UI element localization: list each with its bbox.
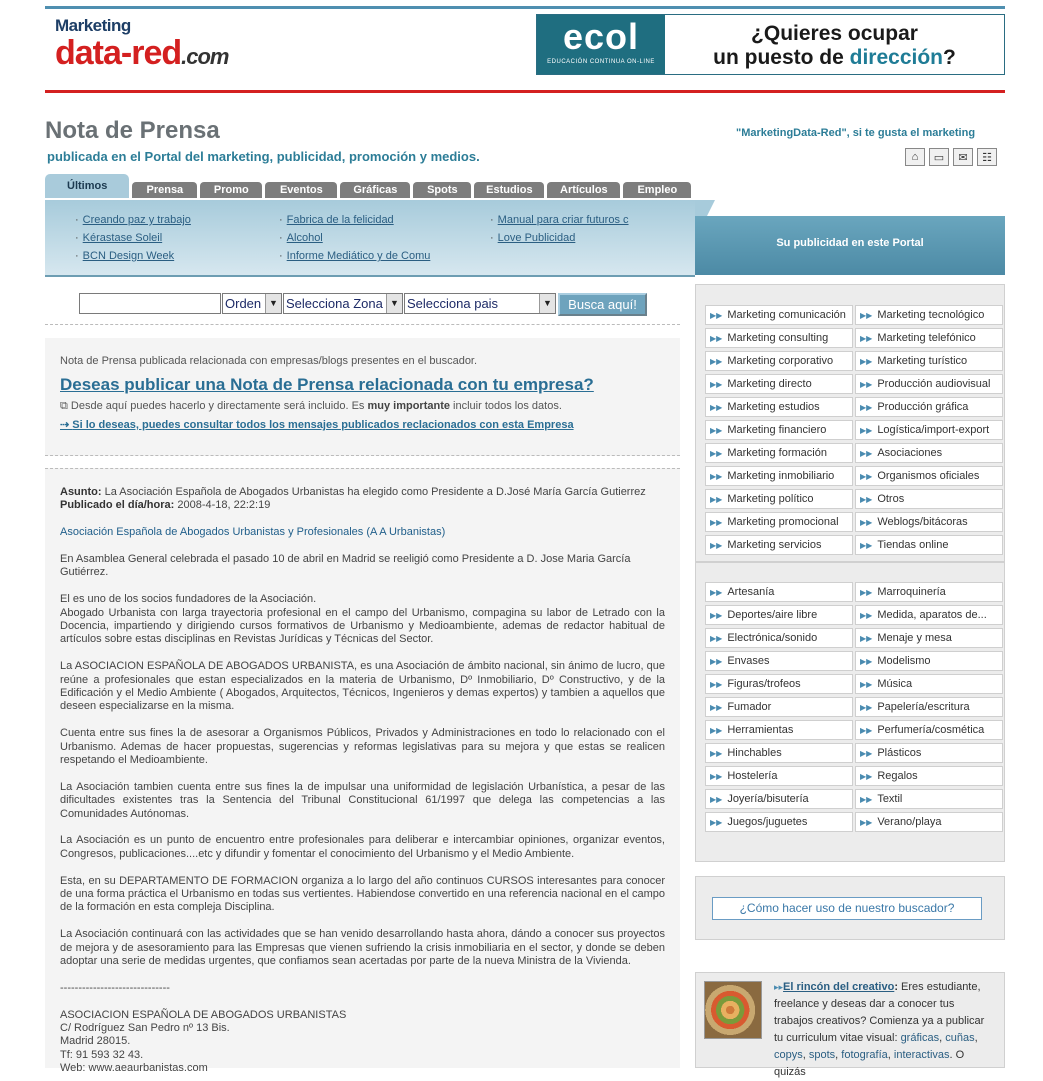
organization-link[interactable]: Asociación Española de Abogados Urbanistas y Profesionales (A A Urbanistas) [60, 526, 446, 539]
home-icon[interactable]: ⌂ [905, 148, 925, 166]
category-item[interactable] [705, 305, 853, 325]
creative-corner-panel [695, 972, 1005, 1078]
search-input[interactable] [79, 293, 221, 314]
category-label: Marketing estudios [727, 401, 820, 413]
latest-link[interactable]: · Manual para criar futuros c [490, 211, 629, 229]
category-item[interactable] [705, 489, 853, 509]
category-label: Marketing político [727, 493, 814, 505]
ad-banner-ecol[interactable] [536, 14, 1005, 75]
double-arrow-icon: ▶▶ [860, 311, 873, 320]
arrow-icon: ▸▸ [774, 982, 784, 992]
section-tabs [45, 176, 691, 198]
country-select[interactable] [404, 293, 556, 314]
category-label: Menaje y mesa [877, 632, 952, 644]
category-label: Marketing inmobiliario [727, 470, 835, 482]
latest-links-col3 [490, 211, 629, 247]
country-select-value: Selecciona pais [407, 296, 499, 311]
folder-icon[interactable]: ▭ [929, 148, 949, 166]
category-label: Textil [877, 793, 903, 805]
latest-link[interactable]: · Alcohol [279, 229, 430, 247]
double-arrow-icon: ▶▶ [710, 772, 723, 781]
double-arrow-icon: ▶▶ [860, 426, 873, 435]
category-label: Marketing consulting [727, 332, 829, 344]
double-arrow-icon: ▶▶ [860, 588, 873, 597]
article-paragraph: El es uno de los socios fundadores de la Asociación. Abogado Urbanista con larga trayectoria profesional en el campo del Urbanismo, compagina su labor de Letrado con la Docencia, impartiendo y dirigiendo cursos formativos de Urbanismo y Medioambiente, ademas de redactor habitual de artículos sobre estas disciplinas en Revistas Jurídicas y Técnicas del Sector. [60, 593, 665, 646]
category-item[interactable] [705, 651, 853, 671]
creative-corner-text: ▸▸El rincón del creativo: Eres estudiante, freelance y deseas dar a conocer tus trabajos creativos? Comienza ya a publicar tu curriculum vitae visual: gráficas, cuñas, copys, spots, fotografía, interactivas. O quizás [774, 981, 985, 1078]
sitemap-icon[interactable]: ☷ [977, 148, 997, 166]
double-arrow-icon: ▶▶ [710, 311, 723, 320]
category-label: Tiendas online [877, 539, 949, 551]
double-arrow-icon: ▶▶ [710, 680, 723, 689]
double-arrow-icon: ▶▶ [710, 657, 723, 666]
mail-icon[interactable]: ✉ [953, 148, 973, 166]
page-subtitle: publicada en el Portal del marketing, publicidad, promoción y medios. [47, 149, 480, 164]
category-item[interactable] [855, 720, 1003, 740]
publish-press-link[interactable]: Deseas publicar una Nota de Prensa relacionada con tu empresa? [60, 375, 594, 394]
category-item[interactable] [705, 674, 853, 694]
category-label: Envases [727, 655, 770, 667]
category-item[interactable] [855, 697, 1003, 717]
category-label: Marketing comunicación [727, 309, 846, 321]
category-item[interactable] [705, 397, 853, 417]
category-label: Modelismo [877, 655, 931, 667]
article-header: Asunto: La Asociación Española de Abogados Urbanistas ha elegido como Presidente a D.José María García Gutierrez Publicado el día/hora: 2008-4-18, 22:2:19 [60, 486, 646, 512]
latest-link[interactable]: · Kérastase Soleil [75, 229, 191, 247]
article-signature: ASOCIACION ESPAÑOLA DE ABOGADOS URBANISTAS C/ Rodríguez San Pedro nº 13 Bis. Madrid 28015. Tf: 91 593 32 43. Web: www.aeaurbanistas.com [60, 1008, 347, 1075]
category-item[interactable] [705, 328, 853, 348]
category-label: Marketing corporativo [727, 355, 834, 367]
category-item[interactable] [855, 420, 1003, 440]
double-arrow-icon: ▶▶ [710, 634, 723, 643]
category-label: Perfumería/cosmética [877, 724, 985, 736]
category-item[interactable] [855, 374, 1003, 394]
chevron-down-icon: ▼ [265, 294, 281, 313]
advertise-promo[interactable] [695, 200, 1005, 277]
double-arrow-icon: ▶▶ [860, 657, 873, 666]
double-arrow-icon: ▶▶ [860, 334, 873, 343]
double-arrow-icon: ▶▶ [710, 380, 723, 389]
header-bottom-line [45, 90, 1005, 93]
double-arrow-icon: ▶▶ [710, 588, 723, 597]
double-arrow-icon: ▶▶ [860, 449, 873, 458]
double-arrow-icon: ▶▶ [710, 472, 723, 481]
creative-link-interactivas[interactable]: interactivas [893, 1049, 950, 1061]
howto-search-button[interactable]: ¿Cómo hacer uso de nuestro buscador? [712, 897, 982, 920]
category-item[interactable] [705, 628, 853, 648]
banner-message: ¿Quieres ocupar un puesto de dirección? [713, 22, 956, 69]
category-label: Medida, aparatos de... [877, 609, 987, 621]
category-label: Hostelería [727, 770, 778, 782]
latest-link[interactable]: · Informe Mediático y de Comu [279, 247, 430, 265]
chevron-down-icon: ▼ [539, 294, 555, 313]
category-item[interactable] [855, 535, 1003, 555]
category-label: Figuras/trofeos [727, 678, 801, 690]
category-label: Verano/playa [877, 816, 942, 828]
category-item[interactable] [705, 789, 853, 809]
article-subject: La Asociación Española de Abogados Urbanistas ha elegido como Presidente a D.José María García Gutierrez [104, 486, 646, 498]
category-label: Artesanía [727, 586, 775, 598]
double-arrow-icon: ▶▶ [860, 472, 873, 481]
double-arrow-icon: ▶▶ [710, 611, 723, 620]
category-label: Música [877, 678, 913, 690]
category-item[interactable] [855, 443, 1003, 463]
category-label: Marketing telefónico [877, 332, 976, 344]
category-item[interactable] [705, 812, 853, 832]
category-item[interactable] [705, 720, 853, 740]
category-item[interactable] [855, 489, 1003, 509]
double-arrow-icon: ▶▶ [860, 818, 873, 827]
article-paragraph: La Asociación continuará con las actividades que se han venido desarrollando hasta ahora, dándo a conocer sus proyectos de mejora y de asesoramiento para las Empresas que vienen sufriendo la crisis inmobiliaria en el sector, y donde se deben adoptar una serie de medidas urgentes, que confiamos sean acertadas por parte de la nueva Ministra de la Vivienda. [60, 928, 665, 968]
consult-messages-link[interactable]: ⇢ Si lo deseas, puedes consultar todos los mensajes publicados reclacionados con esta Empresa [60, 419, 574, 431]
order-select-value: Orden [225, 296, 262, 311]
category-item[interactable] [705, 443, 853, 463]
tab-estudios[interactable]: Estudios [474, 182, 544, 198]
double-arrow-icon: ▶▶ [860, 495, 873, 504]
latest-link[interactable]: · BCN Design Week [75, 247, 191, 265]
logo-top-text: Marketing [55, 16, 131, 35]
article-date: 2008-4-18, 22:2:19 [177, 499, 271, 512]
search-button[interactable]: Busca aquí! [558, 293, 647, 316]
howto-panel [695, 876, 1005, 940]
category-label: Producción gráfica [877, 401, 969, 413]
double-arrow-icon: ▶▶ [710, 749, 723, 758]
tab-empleo[interactable]: Empleo [623, 182, 691, 198]
double-arrow-icon: ▶▶ [710, 357, 723, 366]
page-title: Nota de Prensa [45, 117, 220, 144]
category-label: Plásticos [877, 747, 922, 759]
press-article [45, 468, 680, 1075]
category-label: Deportes/aire libre [727, 609, 818, 621]
category-item[interactable] [855, 628, 1003, 648]
double-arrow-icon: ▶▶ [710, 726, 723, 735]
category-item[interactable] [855, 582, 1003, 602]
tab-spots[interactable]: Spots [413, 182, 471, 198]
category-item[interactable] [855, 351, 1003, 371]
category-item[interactable] [705, 512, 853, 532]
category-label: Herramientas [727, 724, 794, 736]
category-label: Logística/import-export [877, 424, 990, 436]
category-label: Marketing tecnológico [877, 309, 985, 321]
site-slogan: "MarketingData-Red", si te gusta el marketing [736, 127, 976, 139]
double-arrow-icon: ▶▶ [860, 403, 873, 412]
category-item[interactable] [855, 743, 1003, 763]
category-label: Producción audiovisual [877, 378, 991, 390]
double-arrow-icon: ▶▶ [710, 795, 723, 804]
latest-link[interactable]: · Love Publicidad [490, 229, 629, 247]
category-item[interactable] [855, 651, 1003, 671]
category-item[interactable] [705, 582, 853, 602]
category-label: Marketing directo [727, 378, 812, 390]
article-paragraph: La Asociación es un punto de encuentro entre profesionales para deliberar e intercambiar opiniones, organizar eventos, Congresos, publicaciones....etc y difundir y fomentar el conocimiento del Urbanismo y el Medio Ambiente. [60, 834, 665, 860]
double-arrow-icon: ▶▶ [860, 380, 873, 389]
category-label: Juegos/juguetes [727, 816, 808, 828]
latest-link[interactable]: · Fabrica de la felicidad [279, 211, 430, 229]
logo-main-text: data-red.com [55, 34, 229, 72]
double-arrow-icon: ▶▶ [710, 518, 723, 527]
category-label: Marroquinería [877, 586, 946, 598]
article-paragraph: Esta, en su DEPARTAMENTO DE FORMACION organiza a lo largo del año continuos CURSOS interesantes para conocer de una forma práctica el Urbanismo en todas sus vertientes. Habiendose convertido en una referencia nacional en el campo de la formación en esta compleja Disciplina. [60, 874, 665, 914]
category-item[interactable] [855, 512, 1003, 532]
double-arrow-icon: ▶▶ [710, 703, 723, 712]
press-info-box [45, 338, 680, 456]
tab-graficas[interactable]: Gráficas [340, 182, 410, 198]
latest-link[interactable]: · Creando paz y trabajo [75, 211, 191, 229]
category-label: Marketing turístico [877, 355, 968, 367]
category-label: Weblogs/bitácoras [877, 516, 968, 528]
creative-link-cunas[interactable]: cuñas [945, 1032, 975, 1044]
double-arrow-icon: ▶▶ [710, 495, 723, 504]
arrow-icon: ⇢ [60, 419, 73, 431]
header-top-line [45, 6, 1005, 9]
creative-corner-title[interactable]: El rincón del creativo [783, 981, 895, 993]
double-arrow-icon: ▶▶ [710, 449, 723, 458]
category-label: Otros [877, 493, 905, 505]
double-arrow-icon: ▶▶ [860, 795, 873, 804]
creative-link-copys[interactable]: copys [774, 1049, 803, 1061]
double-arrow-icon: ▶▶ [860, 772, 873, 781]
search-bar [45, 285, 680, 325]
category-item[interactable] [705, 466, 853, 486]
category-label: Hinchables [727, 747, 782, 759]
double-arrow-icon: ▶▶ [860, 726, 873, 735]
category-item[interactable] [705, 535, 853, 555]
toolbar [905, 148, 997, 166]
tab-ultimos[interactable]: Últimos [45, 174, 129, 198]
double-arrow-icon: ▶▶ [860, 357, 873, 366]
double-arrow-icon: ▶▶ [710, 403, 723, 412]
double-arrow-icon: ▶▶ [710, 541, 723, 550]
category-item[interactable] [855, 466, 1003, 486]
zone-select-value: Selecciona Zona [286, 296, 383, 311]
category-item[interactable] [855, 674, 1003, 694]
tab-promo[interactable]: Promo [200, 182, 262, 198]
category-label: Marketing formación [727, 447, 827, 459]
category-item[interactable] [855, 397, 1003, 417]
banner-brand: ecol EDUCACIÓN CONTINUA ON-LINE [537, 15, 665, 74]
category-label: Organismos oficiales [877, 470, 980, 482]
latest-links-col2 [279, 211, 430, 265]
tab-articulos[interactable]: Artículos [547, 182, 620, 198]
article-separator: ------------------------------ [60, 981, 170, 994]
article-paragraph: En Asamblea General celebrada el pasado 10 de abril en Madrid se reeligió como Presidente a D. Jose Maria García Gutiérrez. [60, 553, 631, 579]
creative-link-spots[interactable]: spots [808, 1049, 836, 1061]
category-item[interactable] [855, 305, 1003, 325]
tab-eventos[interactable]: Eventos [265, 182, 337, 198]
double-arrow-icon: ▶▶ [860, 541, 873, 550]
marketing-category-grid [705, 305, 1003, 555]
category-item[interactable] [705, 374, 853, 394]
promo-label[interactable]: Su publicidad en este Portal [695, 216, 1005, 275]
double-arrow-icon: ▶▶ [860, 611, 873, 620]
double-arrow-icon: ▶▶ [710, 334, 723, 343]
article-paragraph: La Asociación tambien cuenta entre sus fines la de impulsar una uniformidad de legislación Urbanística, a pesar de las dificultades existentes tras la Sentencia del Tribunal Constitucional 61/1997 que delega las competencias a las Comunidades Autónomas. [60, 780, 665, 820]
marketing-categories-panel [695, 284, 1005, 562]
creative-pencils-image [704, 981, 762, 1039]
category-item[interactable] [705, 605, 853, 625]
category-label: Electrónica/sonido [727, 632, 818, 644]
category-label: Marketing servicios [727, 539, 822, 551]
category-item[interactable] [855, 605, 1003, 625]
category-item[interactable] [855, 328, 1003, 348]
category-label: Asociaciones [877, 447, 943, 459]
category-label: Fumador [727, 701, 772, 713]
category-label: Joyería/bisutería [727, 793, 809, 805]
latest-links-panel [45, 200, 695, 277]
site-logo[interactable] [55, 16, 275, 80]
double-arrow-icon: ▶▶ [860, 634, 873, 643]
creative-link-graficas[interactable]: gráficas [900, 1032, 940, 1044]
double-arrow-icon: ▶▶ [860, 518, 873, 527]
category-label: Marketing promocional [727, 516, 839, 528]
latest-links-col1 [75, 211, 191, 265]
category-label: Marketing financiero [727, 424, 827, 436]
category-label: Regalos [877, 770, 918, 782]
info-line: ⧉ Desde aquí puedes hacerlo y directamente será incluido. Es muy importante incluir todos los datos. [60, 400, 562, 412]
double-arrow-icon: ▶▶ [710, 818, 723, 827]
info-intro: Nota de Prensa publicada relacionada con empresas/blogs presentes en el buscador. [60, 355, 478, 367]
product-category-grid [705, 582, 1003, 832]
copy-icon: ⧉ [60, 400, 71, 412]
double-arrow-icon: ▶▶ [860, 703, 873, 712]
order-select[interactable] [222, 293, 282, 314]
category-item[interactable] [705, 697, 853, 717]
category-item[interactable] [855, 766, 1003, 786]
double-arrow-icon: ▶▶ [860, 680, 873, 689]
category-item[interactable] [855, 812, 1003, 832]
double-arrow-icon: ▶▶ [860, 749, 873, 758]
category-item[interactable] [705, 766, 853, 786]
category-item[interactable] [705, 743, 853, 763]
tab-prensa[interactable]: Prensa [132, 182, 197, 198]
category-item[interactable] [705, 420, 853, 440]
chevron-down-icon: ▼ [386, 294, 402, 313]
category-item[interactable] [705, 351, 853, 371]
article-paragraph: La ASOCIACION ESPAÑOLA DE ABOGADOS URBANISTA, es una Asociación de ámbito nacional, sin ánimo de lucro, que reúne a profesionales que estan especializados en la materia de Urbanismo, Dº Inmobiliario, Dº Constructivo, y de la Edificación y el Medio Ambiente ( Abogados, Arquitectos, Técnicos, Ingenieros y demas expertos) y tambien a aquellos que deseen especializarse en la misma. [60, 660, 665, 713]
zone-select[interactable] [283, 293, 403, 314]
product-categories-panel [695, 562, 1005, 862]
creative-link-fotografia[interactable]: fotografía [841, 1049, 888, 1061]
article-paragraph: Cuenta entre sus fines la de asesorar a Organismos Públicos, Privados y Administraciones en todo lo relacionado con el Urbanismo. Ademas de hacer propuestas, sugerencias y reformas legislativas para su mejora y que estas se realicen respetando el Medioambiente. [60, 727, 665, 767]
double-arrow-icon: ▶▶ [710, 426, 723, 435]
category-item[interactable] [855, 789, 1003, 809]
category-label: Papelería/escritura [877, 701, 970, 713]
